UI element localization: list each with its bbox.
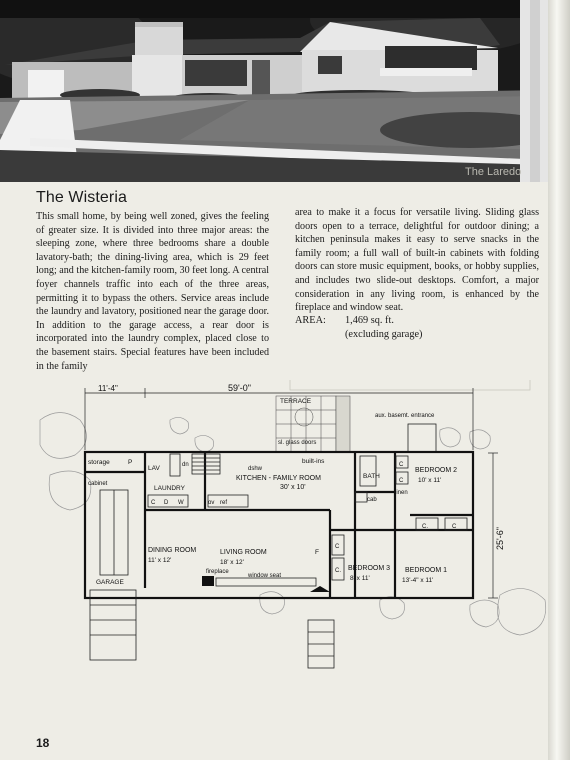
area-value: 1,469 sq. ft. (345, 315, 394, 326)
living-size: 18' x 12' (220, 559, 244, 566)
laundry-label: LAUNDRY (154, 485, 185, 492)
c1-label: C (151, 500, 156, 506)
dining-label: DINING ROOM (148, 547, 197, 554)
d-label: D (164, 500, 169, 506)
dining-size: 11' x 12' (148, 557, 172, 564)
storage-label: storage (88, 459, 110, 466)
window-seat-label: window seat (248, 573, 282, 579)
p-label: P (128, 459, 133, 466)
dn-label: dn (182, 462, 189, 468)
bedroom1-label: BEDROOM 1 (405, 567, 448, 574)
garage-label: GARAGE (96, 579, 124, 586)
cab-label: cab (367, 497, 377, 503)
dim-left-width: 11'-4" (98, 384, 118, 393)
plan-title: The Wisteria (36, 189, 127, 206)
lav-label: LAV (148, 465, 160, 472)
ref-label: ref (220, 500, 228, 506)
house-illustration (0, 0, 548, 182)
kitchen-size: 30' x 10' (280, 484, 306, 491)
house-rendering (0, 0, 548, 182)
c3-label: C (399, 478, 404, 484)
w-label: W (178, 500, 184, 506)
cabinet-label: cabinet (88, 481, 108, 487)
description-right-column: area to make it a focus for versatile living. Sliding glass doors open to a terrace, delightful for outdoor dining; a kitchen peninsula makes it easy to serve snacks in the family room; a full wall of built-in cabinets with folding doors can store music equipment, books, or hobby supplies, and includes two slide-out desktops. Comfort, a major consideration in any living room, is enhanced by the fireplace and window seat. (295, 207, 539, 314)
show-through-text: The Laredo (465, 166, 522, 178)
aux-entrance-label: aux. basemt. entrance (375, 413, 435, 419)
c6-label: C (335, 544, 340, 550)
dshw-label: dshw (248, 466, 263, 472)
area-note: (excluding garage) (345, 328, 423, 340)
ov-label: ov (208, 500, 215, 506)
builtins-label: built-ins (302, 458, 325, 465)
floor-plan (30, 380, 550, 670)
bedroom2-label: BEDROOM 2 (415, 467, 458, 474)
bedroom3-size: 8' x 11' (350, 575, 370, 582)
bedroom3-label: BEDROOM 3 (348, 565, 391, 572)
c2-label: C (399, 462, 404, 468)
description-left-column: This small home, by being well zoned, gives the feeling of greater size. It is divided into three major areas: the sleeping zone, where three bedrooms share a double lavatory-bath; the dining-living area, which is 29 feet long; and the kitchen-family room, 30 feet long. A central foyer channels traffic into each of the three areas, permitting it to bypass the others. Service areas include the laundry and lavatory, positioned near the garage door. In addition to the garage access, a rear door is incorporated into the laundry complex, placed close to the basement stairs. Special features have been included in the family (36, 211, 269, 372)
c4-label: C. (422, 524, 428, 530)
fireplace-label: fireplace (206, 569, 229, 575)
bedroom2-size: 10' x 11' (418, 477, 442, 484)
f-label: F (315, 549, 319, 556)
living-label: LIVING ROOM (220, 549, 267, 556)
bath-label: BATH (363, 473, 380, 480)
page-number: 18 (36, 736, 50, 750)
linen-label: linen (395, 490, 408, 496)
dim-total-width: 59'-0" (228, 383, 251, 393)
bedroom1-size: 13'-4" x 11' (402, 577, 434, 584)
kitchen-label: KITCHEN - FAMILY ROOM (236, 475, 321, 482)
c7-label: C. (335, 568, 341, 574)
area-label: AREA: (295, 315, 326, 326)
book-gutter (548, 0, 570, 760)
sliding-doors-label: sl. glass doors (278, 440, 317, 446)
dim-depth: 25'-6" (495, 527, 505, 550)
c5-label: C (452, 524, 457, 530)
terrace-label: TERRACE (280, 398, 312, 405)
